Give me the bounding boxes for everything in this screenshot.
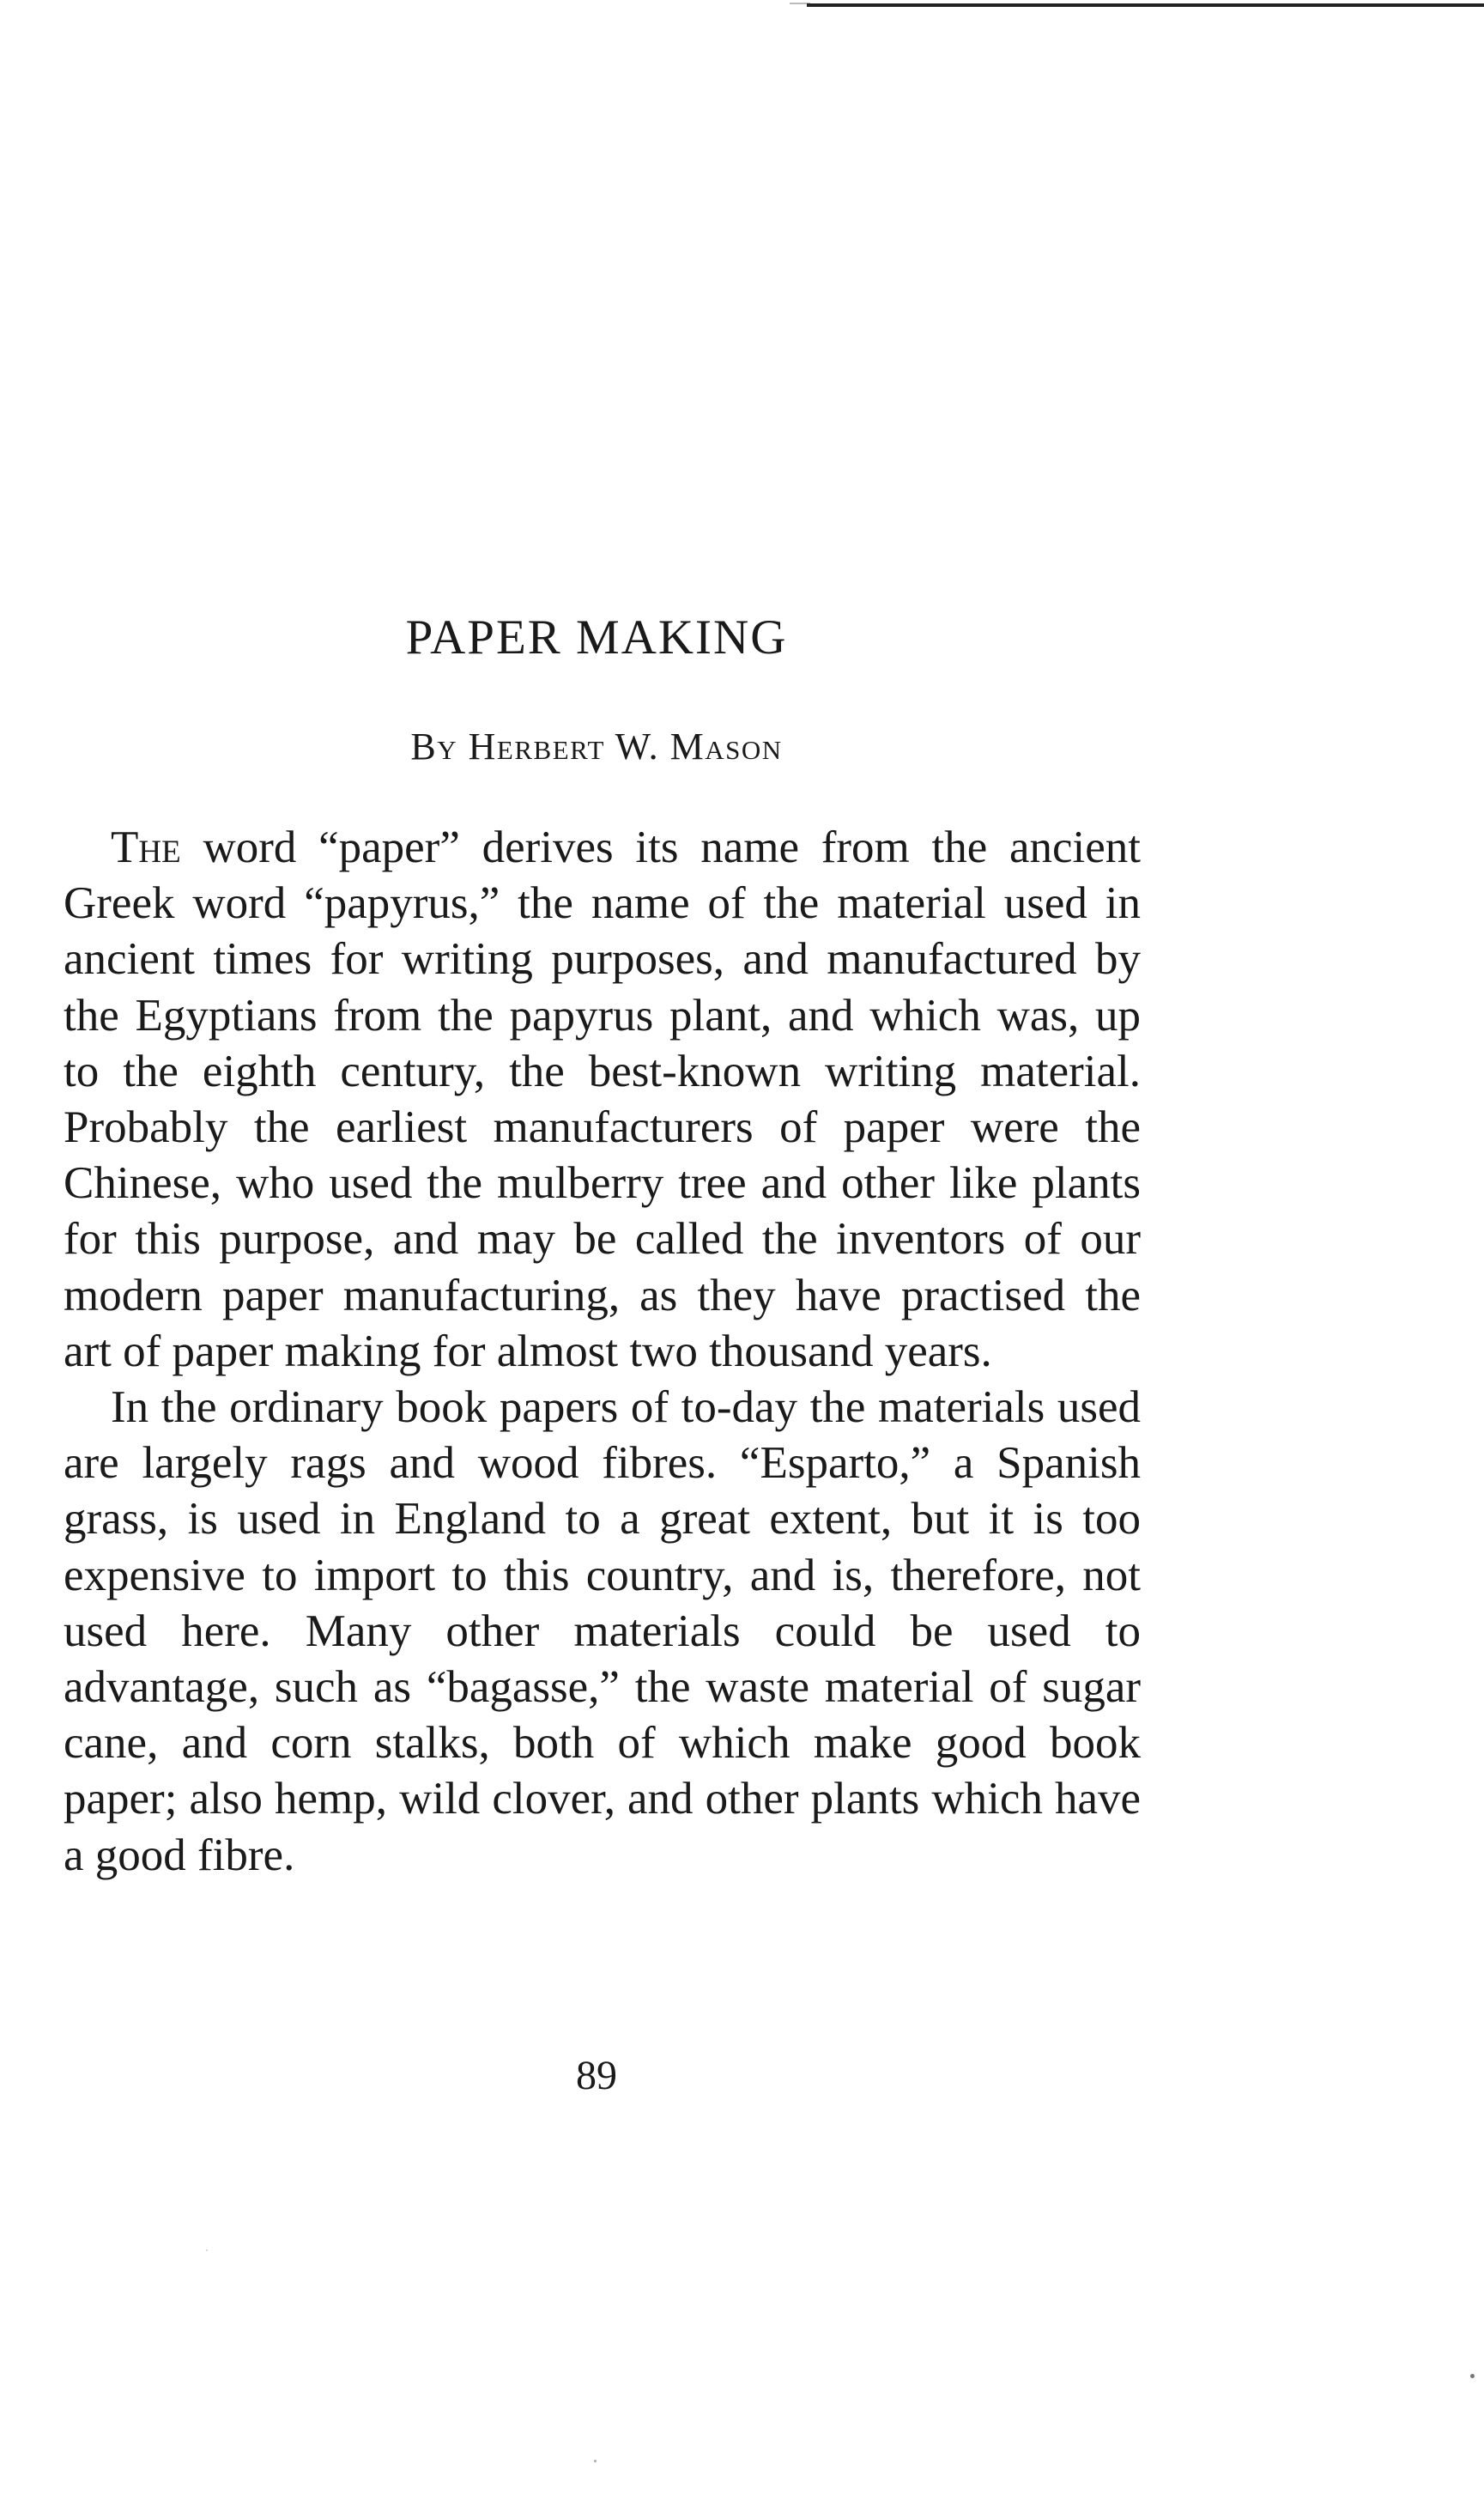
lead-word: The xyxy=(111,822,181,872)
dust-speck xyxy=(594,2460,597,2462)
dust-speck xyxy=(1470,2374,1475,2378)
body-text xyxy=(64,820,1141,1884)
page-number: 89 xyxy=(576,2053,617,2098)
dust-speck xyxy=(206,2249,208,2251)
byline: By Herbert W. Mason xyxy=(410,725,783,768)
paragraph-2: In the ordinary book papers of to-day the materials used are largely rags and wood fibres. “Esparto,” a Spanish grass, is used in England to a great extent, but it is too expensive to import to this country, and is, therefore, not used here. Many other materials could be used to advantage, such as “bagasse,” the waste material of sugar cane, and corn stalks, both of which make good book paper; also hemp, wild clover, and other plants which have a good fibre. xyxy=(64,1382,1141,1880)
top-rule xyxy=(807,3,1484,7)
paragraph-1-text: word “paper” derives its name from the ancient Greek word “papyrus,” the name of the material used in ancient times for writing purposes, and manufactured by the Egyptians from the papyrus plant, and which was, up to the eighth century, the best-known writing material. Probably the earliest manufacturers of paper were the Chinese, who used the mulberry tree and other like plants for this purpose, and may be called the inventors of our modern paper manufacturing, as they have practised the art of paper making for almost two thousand years. xyxy=(64,822,1141,1376)
page-title: PAPER MAKING xyxy=(405,610,788,665)
paragraph-1 xyxy=(64,820,1141,1380)
